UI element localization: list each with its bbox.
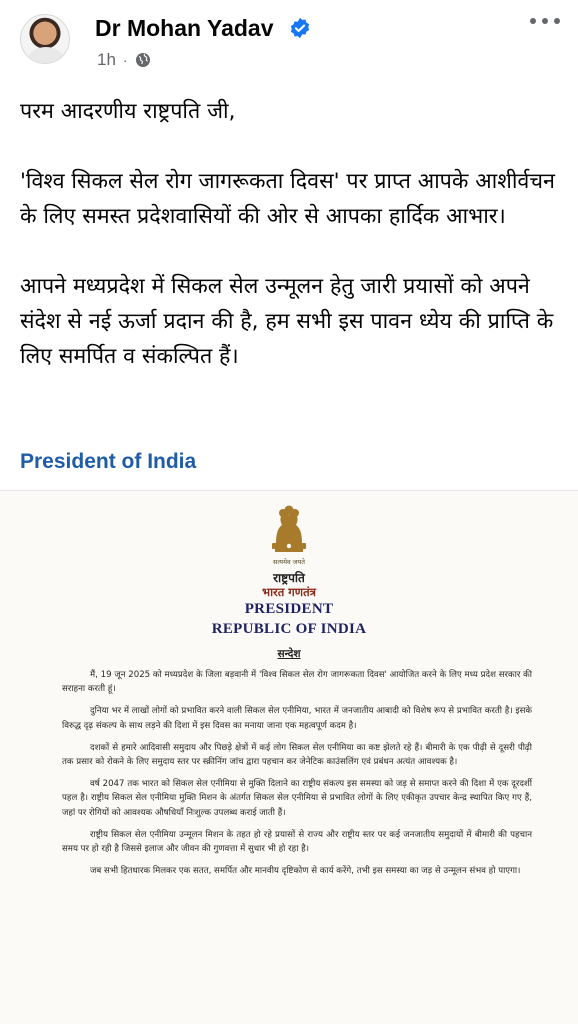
more-options-icon[interactable]: [530, 18, 560, 24]
letter-heading-hindi-1: राष्ट्रपति: [273, 571, 305, 585]
letter-paragraph: जब सभी हितधारक मिलकर एक सतत, समर्पित और मानवीय दृष्टिकोण से कार्य करेंगे, तभी इस समस्या का जड़ से उन्मूलन संभव हो पाएगा।: [90, 866, 521, 877]
attached-letter-image[interactable]: [0, 490, 578, 1024]
post-paragraph-1: 'विश्व सिकल सेल रोग जागरूकता दिवस' पर प्राप्त आपके आशीर्वचन के लिए समस्त प्रदेशवासियों की ओर से आपका हार्दिक आभार।: [20, 169, 555, 229]
author-name[interactable]: Dr Mohan Yadav: [95, 15, 274, 41]
meta-separator: ·: [122, 52, 128, 68]
post-meta: [97, 50, 151, 70]
globe-icon: [135, 52, 151, 68]
letter-heading-hindi-2: भारत गणतंत्र: [261, 585, 317, 599]
letter-paragraph: राष्ट्रीय सिकल सेल एनीमिया उन्मूलन मिशन के तहत हो रहे प्रयासों से राज्य और राष्ट्रीय स्तर पर कई जनजातीय समुदायों में बीमारी की पहचान समय पर हो रही है जिससे इलाज और जीवन की गुणवत्ता में सुधार भी हो रहा है।: [62, 829, 532, 855]
letter-heading-en-2: REPUBLIC OF INDIA: [211, 621, 367, 637]
letter-heading-en-1: PRESIDENT: [244, 601, 334, 617]
verified-badge-icon: [289, 17, 311, 39]
post-body: [20, 94, 565, 374]
post-time[interactable]: 1h: [97, 50, 116, 69]
national-emblem-icon: [262, 499, 316, 563]
letter-body: [62, 668, 532, 886]
post-paragraph-2: आपने मध्यप्रदेश में सिकल सेल उन्मूलन हेतु जारी प्रयासों को अपने संदेश से नई ऊर्जा प्रदान की है, हम सभी इस पावन ध्येय की प्राप्ति के लिए समर्पित व संकल्पित हैं।: [20, 274, 554, 369]
letter-message-title: सन्देश: [277, 648, 301, 660]
letter-paragraph: दशकों से हमारे आदिवासी समुदाय और पिछड़े क्षेत्रों में कई लोग सिकल सेल एनीमिया का कष्ट झेलते रहे हैं। बीमारी के एक पीढ़ी से दूसरी पीढ़ी तक प्रसार को रोकने के लिए समुदाय स्तर पर स्क्रीनिंग जांच द्वारा पहचान कर जेनेटिक काउंसलिंग एवं प्रबंधन अत्यंत आवश्यक है।: [62, 742, 532, 768]
letter-paragraph: मैं, 19 जून 2025 को मध्यप्रदेश के जिला बड़वानी में 'विश्व सिकल सेल रोग जागरूकता दिवस' आयोजित करने के लिए मध्य प्रदेश सरकार की सराहना करती हूं।: [62, 670, 532, 695]
letter-paragraph: दुनिया भर में लाखों लोगों को प्रभावित करने वाली सिकल सेल एनीमिया, भारत में जनजातीय आबादी को विशेष रूप से प्रभावित करती है। इसके विरुद्ध दृढ़ संकल्प के साथ लड़ने की दिशा में इस दिवस का मनाया जाना एक महत्वपूर्ण कदम है।: [62, 706, 532, 731]
emblem-caption: सत्यमेव जयते: [273, 558, 305, 566]
mention-link[interactable]: President of India: [20, 450, 197, 473]
post-salutation: परम आदरणीय राष्ट्रपति जी,: [20, 99, 236, 124]
avatar[interactable]: [20, 14, 70, 64]
post-header: [0, 0, 578, 82]
letter-paragraph: वर्ष 2047 तक भारत को सिकल सेल एनीमिया से मुक्ति दिलाने का राष्ट्रीय संकल्प इस समस्या को जड़ से समाप्त करने की दिशा में एक दूरदर्शी पहल है। राष्ट्रीय सिकल सेल एनीमिया मुक्ति मिशन के अंतर्गत सिकल सेल एनीमिया से प्रभावित लोगों के लिए एकीकृत उपचार केन्द्र स्थापित किए गए हैं, जहां पर रोगियों को आवश्यक औषधियाँ निःशुल्क उपलब्ध कराई जाती हैं।: [62, 779, 532, 818]
